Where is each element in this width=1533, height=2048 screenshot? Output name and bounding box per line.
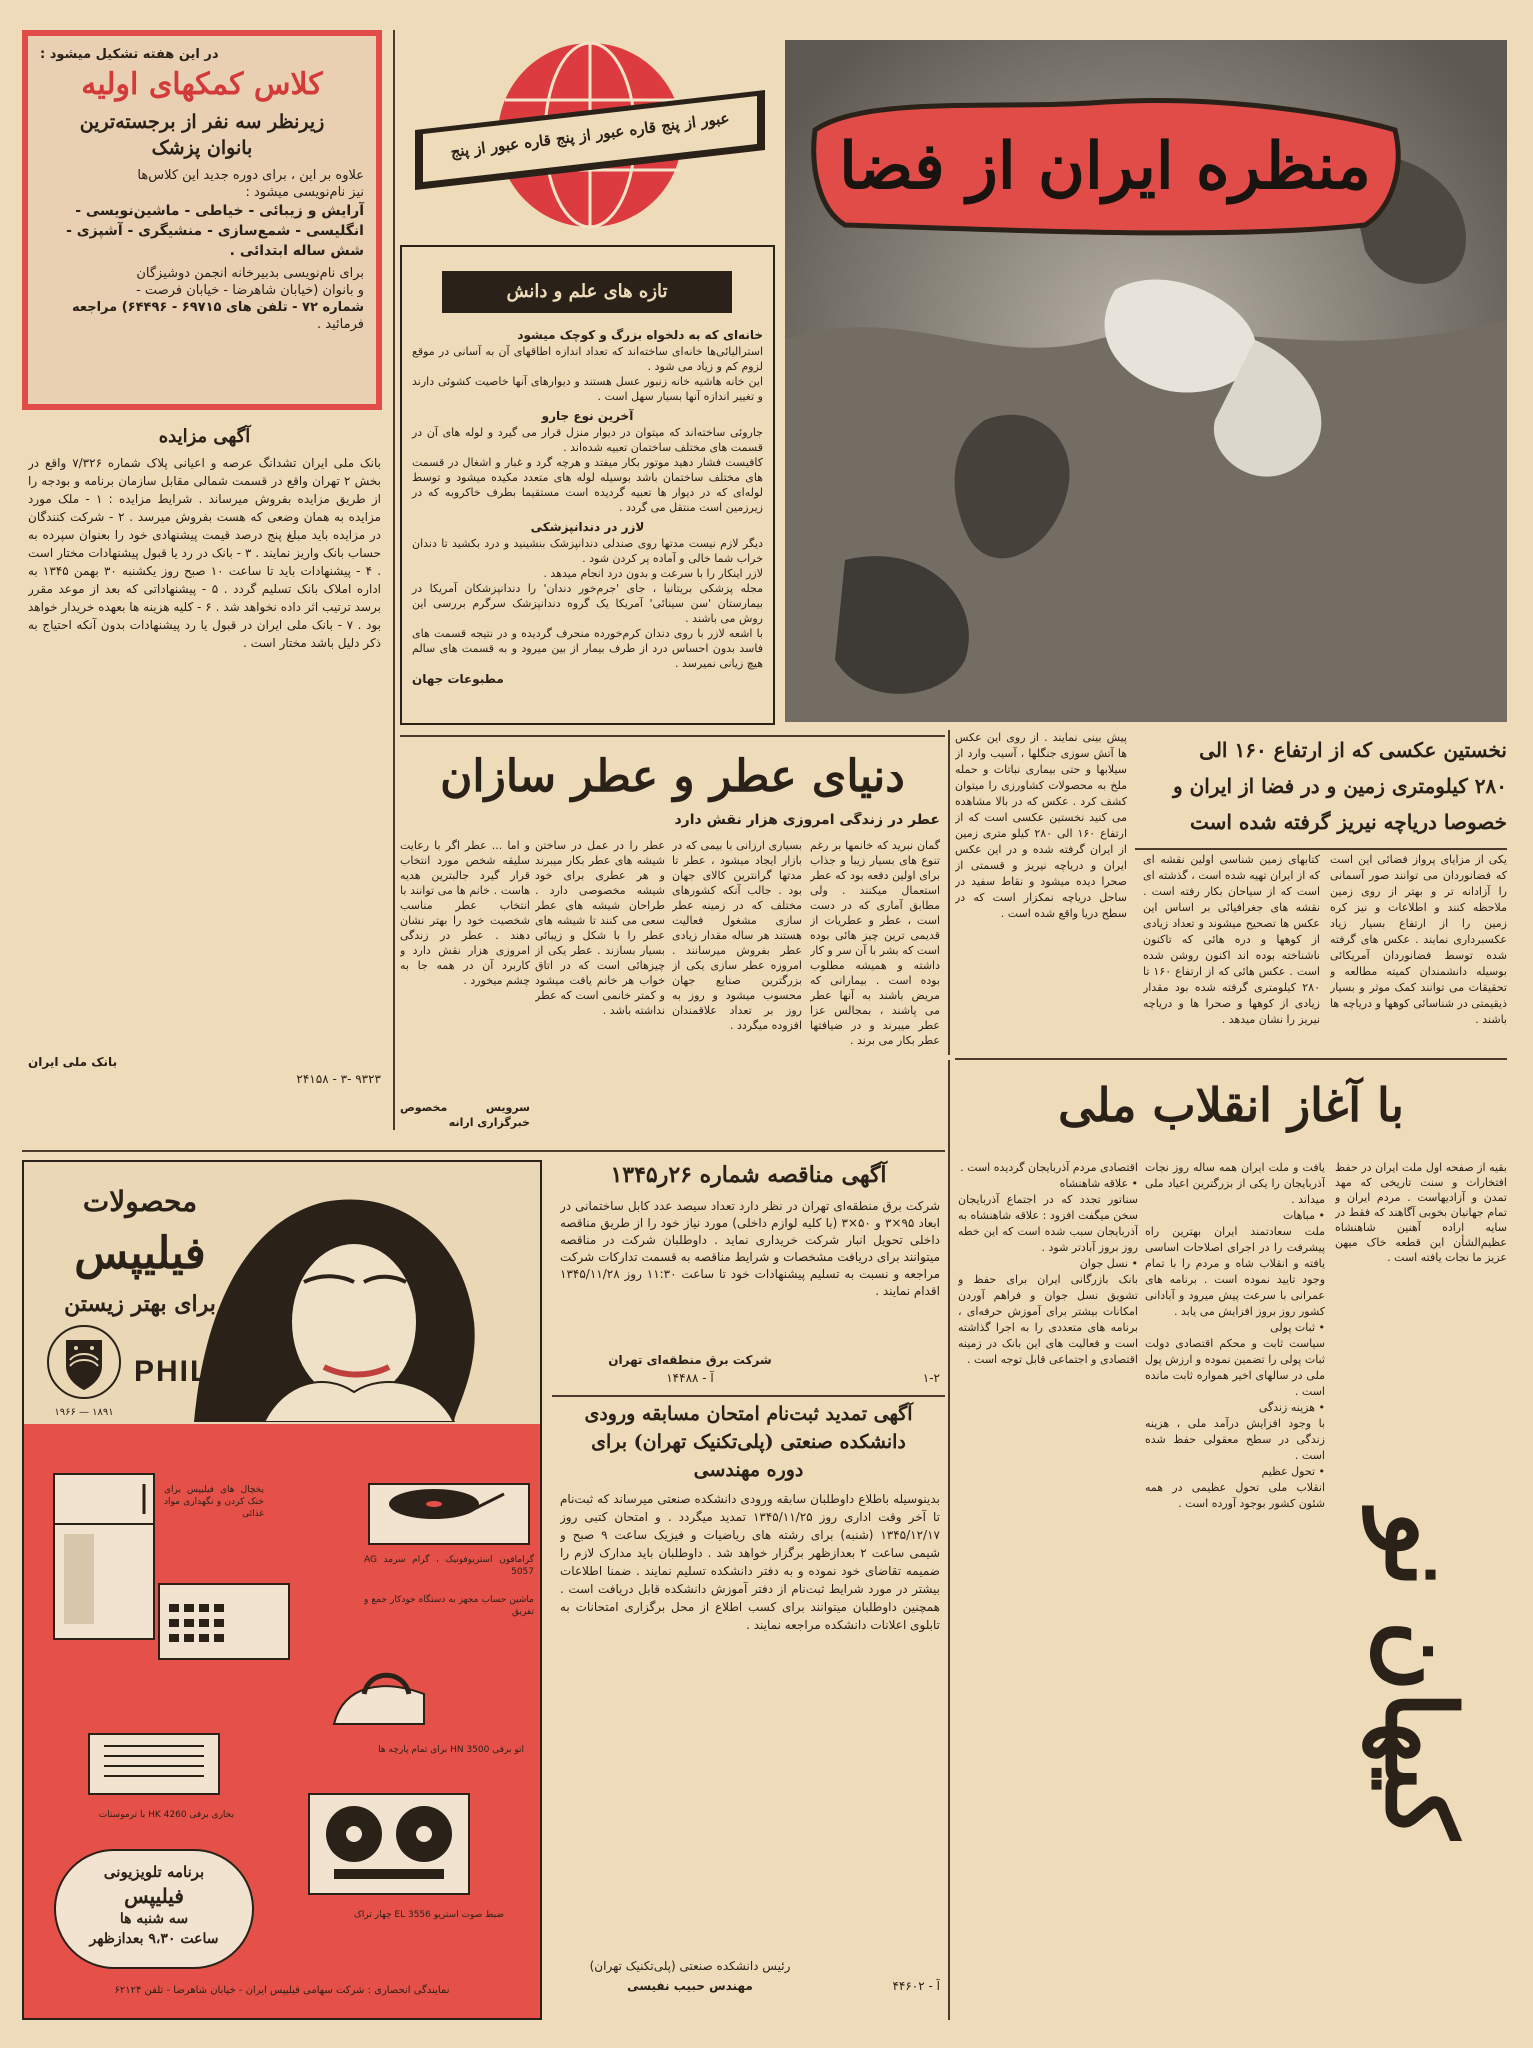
hero-col-mid: کتابهای زمین شناسی اولین نقشه ای که از ایران تهیه شده است ، گذشته ای است که از سیاحان بکار رفته است . نقشه های جغرافیائی بر اساس این عکس ها تصحیح میشوند و تعداد زیادی از کوهها و دره هائی که تاکنون ناشناخته بوده اند اکنون روشن شده است . عکس هائی که از ارتفاع ۱۶۰ تا ۲۸۰ کیلومتری گرفته شده بود مقدار زیادی از کوهها و صحرا ها و دریاچه نیریز را نشان میدهد . xyxy=(1143,853,1320,1026)
ad-line-8: شماره ۷۲ - تلفن های ۶۹۷۱۵ - ۶۴۴۹۶) مراجعه xyxy=(72,300,364,315)
tender-ref: ۱-۲ xyxy=(922,1371,940,1385)
revolution-top-rule xyxy=(955,1058,1507,1060)
record-player-icon xyxy=(364,1464,534,1554)
hero-caption xyxy=(1135,730,1507,846)
philips-item-2: گرامافون استریوفونیک ، گرام سرمد AG 5057 xyxy=(364,1555,534,1577)
column-rule xyxy=(948,730,950,1055)
science-body xyxy=(412,327,763,688)
auction-title: آگهی مزایده xyxy=(158,426,251,447)
caption-rule xyxy=(1135,848,1507,850)
globe-logo xyxy=(405,30,775,245)
science-para-8: با اشعه لازر با روی دندان کرم‌خورده منحرف گردیده و در نتیجه قسمت های فاسد بدون احساس درد از طرف بیمار از بین میرود و به قسمت های سالم هیچ زیانی نمیرسد . xyxy=(412,627,763,670)
hero-caption-2: ۲۸۰ کیلومتری زمین و در فضا از ایران و xyxy=(1172,774,1507,798)
revolution-title: با آغاز انقلاب ملی xyxy=(1058,1078,1404,1132)
ad-line-1: علاوه بر این ، برای دوره جدید این کلاس‌ها xyxy=(137,168,364,183)
philips-item-1: یخچال های فیلیپس برای خنک کردن و نگهداری مواد غذائی xyxy=(164,1485,264,1519)
perfume-top-rule xyxy=(400,735,945,737)
perfume-col-1: گمان نبرید که خانمها بر رغم تنوع های بسیار زیبا و جذاب برای اولین دفعه بود که عطر استعمال میکنند . ولی مطابق آماری که در دست است ، عطر و عطریات از قدیمی ترین چیز هائی بوده است که بشر با آن سر و کار داشته و همیشه مطلوب بوده است . بیمارانی که مریض باشند به آنها عطر می پاشند ، بمجالس عزا عطر میبرند و در ضیافتها عطر بکار می برند . xyxy=(810,839,940,1047)
auction-footer: بانک ملی ایران xyxy=(28,1055,118,1069)
ad-line-5: شش ساله ابتدائی . xyxy=(229,243,364,259)
science-para-6: لازر اینکار را با سرعت و بدون درد انجام میدهد . xyxy=(543,567,763,580)
first-aid-class-ad xyxy=(22,30,382,410)
ad-kicker: در این هفته تشکیل میشود : xyxy=(40,47,219,62)
tender-footer-1: شرکت برق منطقه‌ای تهران xyxy=(608,1353,772,1367)
tv-time: ساعت ۹،۳۰ بعدازظهر xyxy=(89,1931,219,1947)
ad-title: کلاس کمکهای اولیه xyxy=(81,67,323,102)
column-rule xyxy=(948,1060,950,2020)
hero-col-right: یکی از مزایای پرواز فضائی این است که فضانوردان می توانند صور آسمانی را آزادانه تر و بهتر از روی زمین ملاحظه کنند و اطلاعات و نیز کره زمین را از ارتفاع بسیار زیاد عکسبرداری نمایند . عکس های گرفته شده توسط فضانوردان آمریکائی بوسیله دانشمندان کمیته مطالعه و تحقیقات می توانند کمک موثر و بسیار ذیقیمتی در شناسائی کوهها و دریاچه ها باشند . xyxy=(1330,853,1507,1026)
philips-product-panel xyxy=(24,1424,540,2018)
tender-top-rule xyxy=(552,1150,945,1152)
tender-body: شرکت برق منطقه‌ای تهران در نظر دارد تعداد سیصد عدد کابل ساختمانی در ابعاد ۹۵×۳ و ۵۰×۳ (با کلیه لوازم داخلی) مورد نیاز خود را از طریق مناقصه داخلی تحویل انبار شرکت خریداری نماید . داوطلبان شرکت در مناقصه میتوانند برای دریافت مشخصات و شرایط مناقصه به قسمت تدارکات شرکت مراجعه و نسبت به تسلیم پیشنهادات خود تا ساعت ۱۱:۳۰ روز ۱۳۴۵/۱۱/۲۸ اقدام نمایند . xyxy=(560,1199,940,1298)
tv-brand: فیلیپس xyxy=(124,1884,184,1908)
science-para-7: مجله پزشکی بریتانیا ، جای 'جرم‌خور دندان' را دندانپزشکان آمریکا در بیمارستان 'سن سینائی' آمریکا یک گروه دندانپزشک سرگرم بررسی این روش می باشند . xyxy=(412,582,763,625)
philips-tv-badge xyxy=(54,1849,254,1969)
tender-title: آگهی مناقصه شماره ۲۶ر۱۳۴۵ xyxy=(610,1162,887,1188)
science-para-5: دیگر لازم نیست مدتها روی صندلی دندانپزشک بنشینید و درد بکشید تا دندان خراب شما خالی و آماده پر کردن شود . xyxy=(412,537,763,565)
hero-col-left: پیش بینی نمایند . از روی این عکس ها آتش سوزی جنگلها ، آسیب وارد از سیلابها و حتی بیماری نباتات و حمله ملخ به محصولات کشاورزی را میتوان کشف کرد . عکس که در بالا مشاهده می کنید نخستین عکسی است که از ارتفاع ۱۶۰ الی ۲۸۰ کیلو متری زمین از ایران گرفته شده و در این عکس ایران و دریاچه نیریز و قسمتی از صحرا دیده میشود و نقاط سفید در ساحل دریاچه نمکزار است که در سطح دریا واقع شده است . xyxy=(955,731,1127,920)
science-heading-1: خانه‌ای که به دلخواه بزرگ و کوچک میشود xyxy=(517,328,763,342)
ad-supervision: زیرنظر سه نفر از برجسته‌ترین بانوان پزشک xyxy=(79,111,325,159)
science-heading-2: آخرین نوع جارو xyxy=(541,409,634,423)
revolution-col-3: اقتصادی مردم آذربایجان گردیده است . • علاقه شاهنشاه سناتور تجدد که در اجتماع آذربایجان سخن میگفت افزود : علاقه شاهنشاه به آذربایجان سبب شده است که این خطه روز بروز آبادتر شود . • نسل جوان بانک بازرگانی ایران برای حفظ و تشویق نسل جوان و فراهم آوردن امکانات بیشتر برای آموزش حرفه‌ای ، برنامه های متعددی را به اجرا گذاشته است و فعالیت های این بانک در زمینه اقتصادی و اجتماعی قابل توجه است . xyxy=(958,1161,1138,1366)
perfume-title: دنیای عطر و عطر سازان xyxy=(440,751,905,802)
tender-footer-2: آ - ۱۴۴۸۸ xyxy=(666,1371,714,1385)
philips-item-4: اتو برقی HN 3500 برای تمام پارچه ها xyxy=(378,1745,524,1755)
satellite-photo xyxy=(785,40,1507,722)
globe-band-text: عبور از پنج قاره عبور از پنج قاره عبور از پنج xyxy=(449,108,731,162)
philips-footer: نمایندگی انحصاری : شرکت سهامی فیلیپس ایران - خیابان شاهرضا - تلفن ۶۲۱۲۴ xyxy=(114,1985,450,1996)
tape-recorder-icon xyxy=(304,1784,474,1904)
philips-h3: برای بهتر زیستن xyxy=(64,1291,216,1317)
science-news-box xyxy=(400,245,775,725)
science-para-2: این خانه هاشیه خانه زنبور عسل هستند و دیوارهای آنها خاصیت کشوئی دارند و تغییر اندازه آنها بسیار سهل است . xyxy=(412,375,763,403)
philips-logo-years: ۱۸۹۱ — ۱۹۶۶ xyxy=(54,1407,114,1418)
ad-line-3: آرایش و زیبائی - خیاطی - ماشین‌نویسی - xyxy=(75,203,364,219)
science-source: مطبوعات جهان xyxy=(412,672,504,686)
exam-sign-2: مهندس حبیب نفیسی xyxy=(627,1979,753,1993)
exam-sign-1: رئیس دانشکده صنعتی (پلی‌تکنیک تهران) xyxy=(589,1959,791,1973)
tv-day: سه شنبه ها xyxy=(119,1911,189,1927)
philips-brand: PHILIPS xyxy=(134,1355,265,1388)
perfume-col-4: و اما ... عطر اگر با رعایت سلیقه شخص مورد انتخاب قرار گیرد جالبترین هدیه هاست . خانم ها می توانند با انتخاب عطر مناسب شخصیت خود را بهتر نشان دهند . عطر در زندگی امروزی هزار نقش دارد و کاربرد آن در همه جا به چشم میخورد . xyxy=(400,839,530,987)
tv-title: برنامه تلویزیونی xyxy=(103,1863,205,1881)
perfume-col-3: عطر را در عمل در ساختن شیشه های عطر بکار میبرند و هر عطری برای خود شیشه مخصوصی دارد . طراحان شیشه های عطر سعی می کنند تا شیشه های عطر را با شکل و زیبائی بسیار بسازند . عطر یکی از چیزهائی است که در اتاق خواب هر خانم یافت میشود و کمتر خانمی است که عطر نداشته باشد . xyxy=(535,839,665,1017)
philips-item-3: ماشین حساب مجهز به دستگاه خودکار جمع و تفریق xyxy=(364,1595,534,1617)
perfume-col-2: بسیاری ارزانی با بیمی که در بازار ایجاد میشود ، عطر تا مدتها گرانترین کالای جهان بود . جالب آنکه کشورهای مختلف که در زمینه عطر سازی مشغول فعالیت هستند هر ساله مقدار زیادی عطر بفروش میرسانند . امروزه عطر سازی یکی از بزرگترین صنایع جهان محسوب میشود و روز به روز بر تعداد علاقمندان افزوده میگردد . xyxy=(672,839,802,1032)
exam-ref: آ - ۴۴۶۰۲ xyxy=(892,1979,940,1993)
electric-heater-icon xyxy=(84,1724,224,1804)
philips-h1: محصولات xyxy=(82,1185,198,1218)
exam-title-2: دانشکده صنعتی (پلی‌تکنیک تهران) برای xyxy=(591,1431,906,1453)
revolution-col-2: یافت و ملت ایران همه ساله روز نجات آذربایجان را یکی از بزرگترین اعیاد ملی میداند . • مباهات ملت سعادتمند ایران بهترین راه پیشرفت را در اجرای اصلاحات اساسی یافته و انقلاب شاه و مردم را با تمام وجود تایید نموده است . برنامه های عمرانی با سرعت پیش میرود و آبادانی کشور روز بروز افزایش می یابد . • ثبات پولی سیاست ثابت و محکم اقتصادی دولت ثبات پولی را تضمین نموده و ارزش پول ملی در سالهای اخیر همواره ثابت مانده است . • هزینه زندگی با وجود افزایش درآمد ملی ، هزینه زندگی در سطح معقولی حفظ شده است . • تحول عظیم انقلاب ملی تحول عظیمی در همه شئون کشور بوجود آورده است . xyxy=(1145,1161,1325,1510)
philips-shield-icon xyxy=(44,1322,124,1402)
hero-caption-1: نخستین عکسی که از ارتفاع ۱۶۰ الی xyxy=(1199,738,1507,762)
electric-iron-icon xyxy=(324,1654,434,1744)
philips-item-5: بخاری برقی HK 4260 با ترموستات xyxy=(98,1810,234,1820)
auction-body: بانک ملی ایران تشدانگ عرصه و اعیانی پلاک شماره ۷/۳۲۶ واقع در بخش ۲ تهران واقع در قسمت شمالی مقابل سازمان برنامه و بودجه را از طریق مزایده بفروش میرساند . شرایط مزایده : ۱ - ملک مورد مزایده به همان وضعی که هست بفروش میرسد . ۲ - شرکت کنندگان در مزایده باید مبلغ پنج درصد قیمت پیشنهادی خود را بعنوان سپرده به حساب بانک واریز نمایند . ۳ - بانک در رد یا قبول پیشنهادات مختار است . ۴ - پیشنهادات باید تا ساعت ۱۰ صبح روز یکشنبه ۳۰ بهمن ۱۳۴۵ به اداره املاک بانک تسلیم گردد . ۵ - پیشنهاداتی که بعد از موعد مقرر برسد ترتیب اثر داده نخواهد شد . ۶ - کلیه هزینه ها بعهده خریدار خواهد بود . ۷ - بانک ملی ایران در قبول یا رد پیشنهادات بدون آنکه احتیاج به ذکر دلیل باشد مختار است . xyxy=(28,456,381,650)
hero-title: منظره ایران از فضا xyxy=(839,129,1371,204)
exam-title-1: آگهی تمدید ثبت‌نام امتحان مسابقه ورودی xyxy=(584,1403,913,1425)
science-heading-3: لازر در دندانپزشکی xyxy=(530,520,645,534)
perfume-source: سرویس مخصوص خبرگزاری ارانه xyxy=(400,1101,530,1129)
science-para-1: استرالیائی‌ها خانه‌ای ساخته‌اند که تعداد اندازه اطاقهای آن به آسانی در موقع لزوم کم و زیاد می شود . xyxy=(412,345,763,373)
revolution-masthead: کیهان نو xyxy=(1364,1510,1477,1840)
calculator-icon xyxy=(154,1574,294,1664)
philips-h2: فیلیپس xyxy=(74,1228,206,1279)
auction-notice xyxy=(22,420,387,1140)
column-rule xyxy=(393,30,395,1130)
science-para-4: کافیست فشار دهید موتور بکار میفتد و هرچه گرد و غبار و اشغال در قسمت های مختلف ساختمان باشد بوسیله لوله های متعدد مکیده میشود و توسط لوله‌ای که در دیوار ها تعبیه گردیده است مستقیما بطرف خاکروبه که در زیرزمین است منتقل می گردد . xyxy=(412,456,763,514)
perfume-subtitle: عطر در زندگی امروزی هزار نقش دارد xyxy=(674,812,940,828)
exam-body: بدینوسیله باطلاع داوطلبان سابقه ورودی دانشکده صنعتی میرساند که ثبت‌نام تا آخر وقت اداری روز ۱۳۴۵/۱۱/۲۵ تمدید میگردد . و امتحان کتبی روز ۱۳۴۵/۱۲/۱۷ (شنبه) برای رشته های ریاضیات و فیزیک ساعت ۹ صبح و شیمی ساعت ۲ بعدازظهر برگزار خواهد شد . داوطلبان باید مدارک لازم را ضمیمه تقاضای خود نموده و به دفتر دانشکده تسلیم نمایند . ضمنا اطلاعات بیشتر در مورد شرایط ثبت‌نام از دفتر آموزش دانشکده قابل دریافت است . همچنین داوطلبان میتوانند برای کسب اطلاع از محل برگزاری امتحانات به تابلوی اعلانات دانشکده مراجعه نمایند . xyxy=(560,1492,940,1632)
section-rule xyxy=(22,1150,552,1152)
exam-title-3: دوره مهندسی xyxy=(693,1459,804,1481)
exam-top-rule xyxy=(552,1395,945,1397)
philips-ad xyxy=(22,1160,542,2020)
science-para-3: جاروئی ساخته‌اند که میتوان در دیوار منزل قرار می گیرد و لوله های آن در قسمت های مختلف ساختمان تعبیه شده‌اند . xyxy=(412,426,763,454)
refrigerator-icon xyxy=(44,1464,164,1644)
science-header: تازه های علم و دانش xyxy=(506,281,668,302)
ad-line-4: انگلیسی - شمع‌سازی - منشیگری - آشپزی - xyxy=(66,223,364,239)
revolution-col-1: بقیه از صفحه اول ملت ایران در حفظ افتخارات و سنت تاریخی که مهد تمدن و آزادیهاست . مردم ایران و تمام جهانیان بخوبی آگاهند که فقط در سایه اراده آهنین شاهنشاه عظیم‌الشأن این قطعه خاک میهن عزیز ما نجات یافته است . xyxy=(1335,1161,1507,1264)
hero-caption-3: خصوصا دریاچه نیریز گرفته شده است xyxy=(1189,810,1507,834)
ad-line-9: فرمائید . xyxy=(317,317,364,332)
ad-line-2: نیز نام‌نویسی میشود : xyxy=(245,185,364,200)
ad-line-7: و بانوان (خیابان شاهرضا - خیابان فرصت - xyxy=(136,283,364,298)
ad-line-6: برای نام‌نویسی بدبیرخانه انجمن دوشیزگان xyxy=(136,266,364,281)
auction-ref: ۹۳۲۳ -۳ - ۲۴۱۵۸ xyxy=(296,1072,381,1086)
philips-item-6: ضبط صوت استریو EL 3556 چهار تراک xyxy=(353,1910,504,1920)
